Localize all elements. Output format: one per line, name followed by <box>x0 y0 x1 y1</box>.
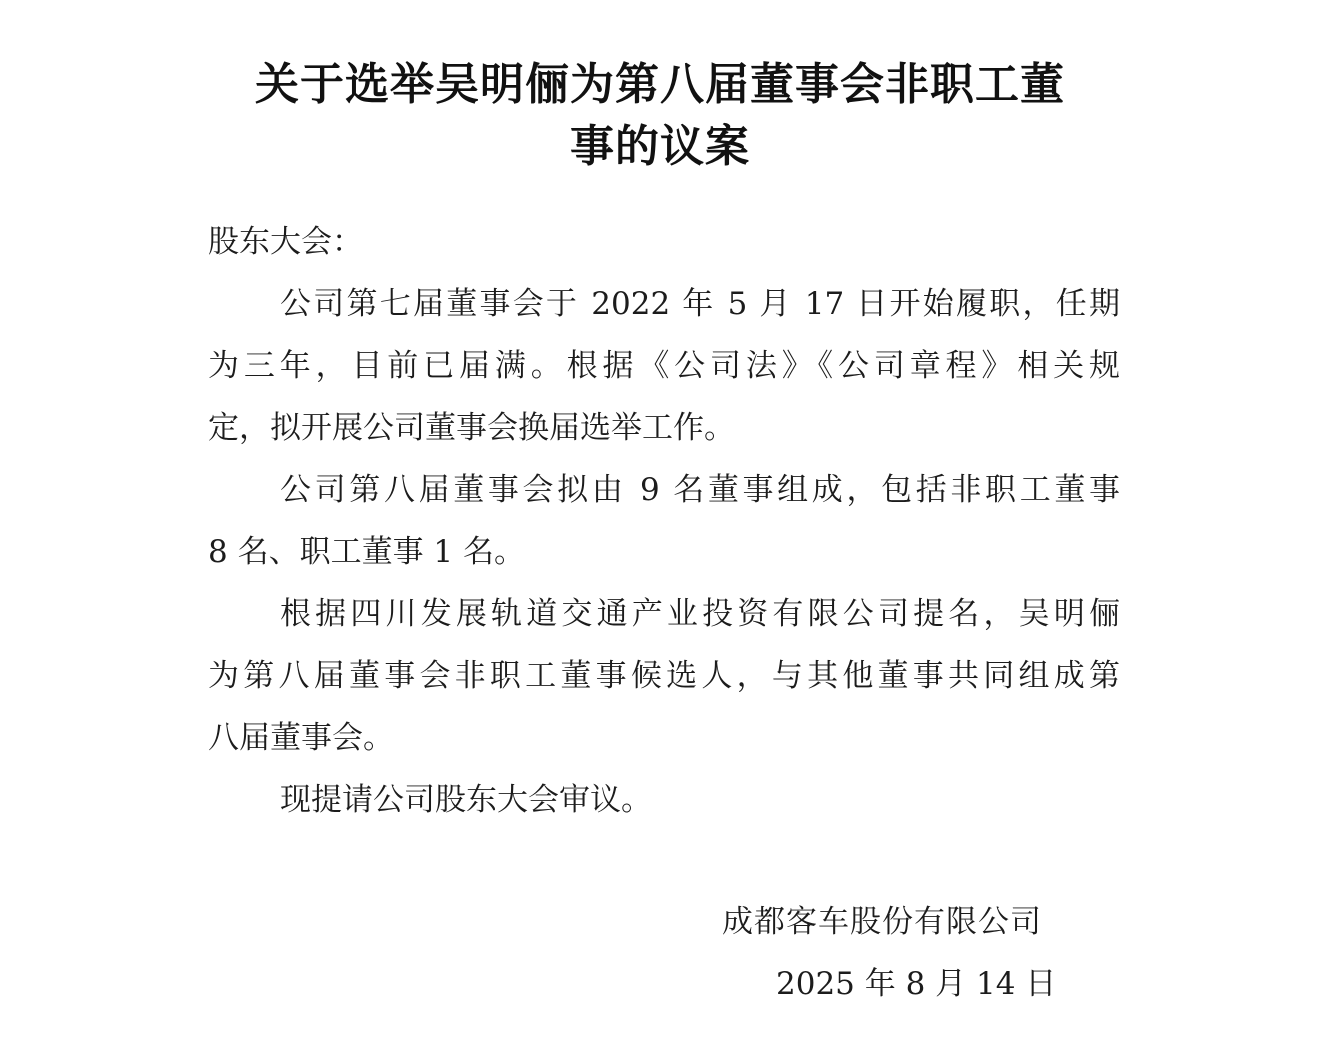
paragraph-1-line-3: 定，拟开展公司董事会换届选举工作。 <box>208 410 735 446</box>
paragraph-1-line-1: 公司第七届董事会于 2022 年 5 月 17 日开始履职，任期 <box>280 286 1120 322</box>
signature-date: 2025 年 8 月 14 日 <box>776 966 1057 1002</box>
document-title-line-1: 关于选举吴明俪为第八届董事会非职工董 <box>255 59 1065 110</box>
salutation: 股东大会： <box>208 224 363 260</box>
paragraph-2-line-1: 公司第八届董事会拟由 9 名董事组成，包括非职工董事 <box>280 472 1120 508</box>
document-title-line-2: 事的议案 <box>570 121 750 172</box>
paragraph-3-line-2: 为第八届董事会非职工董事候选人，与其他董事共同组成第 <box>208 658 1120 694</box>
paragraph-1-line-2: 为三年，目前已届满。根据《公司法》《公司章程》相关规 <box>208 348 1120 384</box>
paragraph-2-line-2: 8 名、职工董事 1 名。 <box>208 534 526 570</box>
signature-company: 成都客车股份有限公司 <box>722 904 1042 940</box>
paragraph-3-line-3: 八届董事会。 <box>208 720 394 756</box>
paragraph-3-line-1: 根据四川发展轨道交通产业投资有限公司提名，吴明俪 <box>280 596 1120 632</box>
paragraph-4-line-1: 现提请公司股东大会审议。 <box>280 782 652 818</box>
